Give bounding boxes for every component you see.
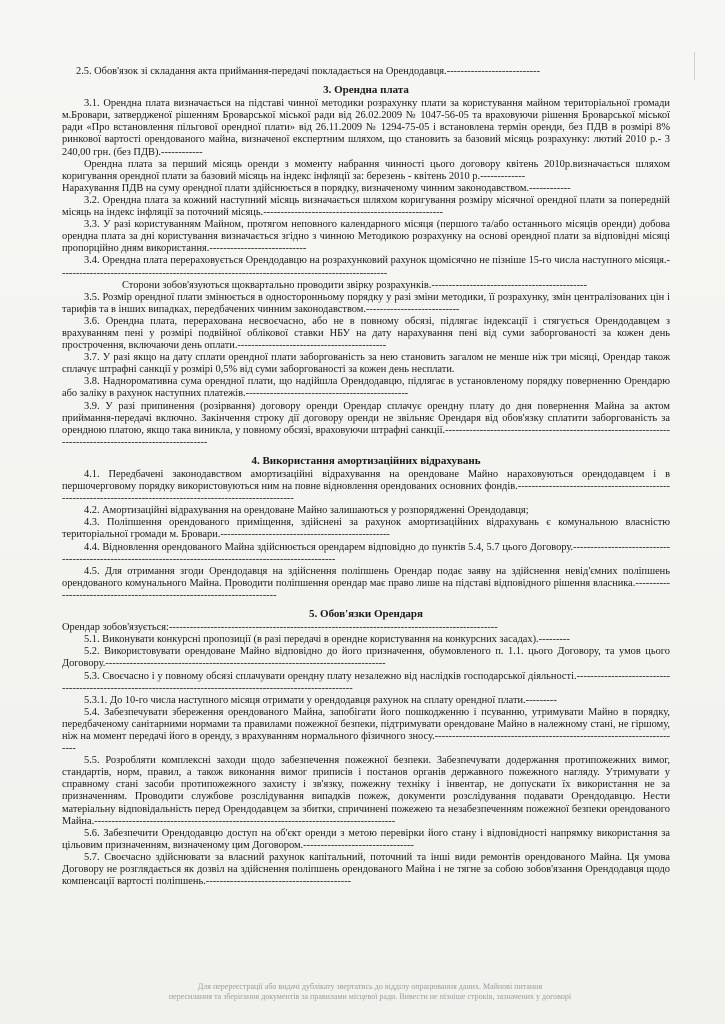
- clause-3-1-b: Орендна плата за перший місяць оренди з моменту набрання чинності цього договору квітень 2010р.визначається шляхом коригування орендної плати за базовий місяць на індекс інфляції за: березень - квітень 2010 р.-------------: [62, 158, 670, 182]
- clause-3-7: 3.7. У разі якщо на дату сплати орендної плати заборгованість за нею становить загалом не менше ніж три місяці, Орендар також сплачує штрафні санкції у розмірі 0,5% від суми заборгованості за кожен день несплати.: [62, 352, 670, 376]
- clause-3-9: 3.9. У разі припинення (розірвання) договору оренди Орендар сплачує орендну плату до дня повернення Майна за актом приймання-передачі включно. Закінчення строку дії договору оренди не звільняє Орендаря від обов'язку сплатити заборгованість за орендною платою, якщо така виникла, у повному обсязі, враховуючи штрафні санкції.-----------------------------------------------------------------------------------------------------------: [62, 400, 670, 448]
- clause-3-3: 3.3. У разі користуванням Майном, протягом неповного календарного місяця (першого та/або останнього місяців оренди) добова орендна плата за дні користування визначається згідно з чинною Методикою розрахунку на основі орендної плати за відповідні місяці пропорційно дням використання.----------------------------: [62, 219, 670, 255]
- clause-5-1: 5.1. Виконувати конкурсні пропозиції (в разі передачі в орендне користування на конкурсних засадах).---------: [84, 634, 570, 646]
- clause-4-3: 4.3. Поліпшення орендованого приміщення, здійснені за рахунок амортизаційних відрахувань є комунальною власністю територіальної громади м. Бровари.-------------------------------------------------: [62, 517, 670, 541]
- footer-line-2: пересилання та зберігання документів за правилами місцевої ради. Вивести не пізніше строків, зазначених у договорі: [168, 992, 572, 1001]
- clause-3-4: 3.4. Орендна плата перераховується Орендодавцю на розрахунковий рахунок щомісячно не пізніше 15-го числа наступного місяця.-----------------------------------------------------------------------------------------------: [62, 255, 670, 279]
- clause-3-6: 3.6. Орендна плата, перерахована несвоєчасно, або не в повному обсязі, підлягає індексації і стягується Орендодавцем з врахуванням пені у розмірі подвійної облікової ставки НБУ на дату нарахування пені від суми заборгованості за кожен день прострочення, включаючи день оплати.-------------------------------------------: [62, 315, 670, 352]
- clause-5-5: 5.5. Розробляти комплексні заходи щодо забезпечення пожежної безпеки. Забезпечувати додержання протипожежних вимог, стандартів, норм, правил, а також виконання вимог приписів і постанов органів державного пожежного нагляду. Утримувати у справному стані засоби протипожежного захисту і зв'язку, пожежну техніку і інвентар, не допускати їх використання не за призначенням. Проводити службове розслідування випадків пожеж, документи розслідування подавати Орендодавцю. Нести матеріальну відповідальність перед Орендодавцем за збитки, спричинені пожежею та незабезпеченням пожежної безпеки орендованого Майна.---------------------------------------------------------------------------------------: [62, 755, 670, 827]
- clause-5-3: 5.3. Своєчасно і у повному обсязі сплачувати орендну плату незалежно від наслідків господарської діяльності.---------------------------------------------------------------------------------------------------------------: [62, 670, 670, 694]
- clause-4-2: 4.2. Амортизаційні відрахування на орендоване Майно залишаються у розпорядженні Орендодавця;: [84, 505, 529, 517]
- clause-4-4: 4.4. Відновлення орендованого Майна здійснюється орендарем відповідно до пунктів 5.4, 5.7 цього Договору.-----------------------------------------------------------------------------------------------------------: [62, 541, 670, 565]
- clause-5-2: 5.2. Використовувати орендоване Майно відповідно до його призначення, обумовленого п. 1.1. цього Договору, та умов цього Договору.---------------------------------------------------------------------------------: [62, 646, 670, 670]
- section-5-intro: Орендар зобов'язується:-----------------------------------------------------------------------------------------------: [62, 622, 498, 634]
- clause-2-5: 2.5. Обов'язок зі складання акта приймання-передачі покладається на Орендодавця.---------------------------: [76, 66, 541, 77]
- section-5-heading: [62, 608, 670, 620]
- section-5-number: 5.: [309, 608, 318, 621]
- clause-5-7: 5.7. Своєчасно здійснювати за власний рахунок капітальний, поточний та інші види ремонтів орендованого Майна. Ця умова Договору не розглядається як дозвіл на здійснення поліпшень орендованого Майна і не тягне за собою зобов'язання Орендодавця щодо компенсації вартості поліпшень.------------------------------------------: [62, 851, 670, 888]
- clause-5-6: 5.6. Забезпечити Орендодавцю доступ на об'єкт оренди з метою перевірки його стану і відповідності напрямку використання за цільовим призначенням, визначеному цим Договором.--------------------------------: [62, 827, 670, 851]
- document-body: [62, 66, 670, 888]
- clause-4-5: 4.5. Для отримання згоди Орендодавця на здійснення поліпшень Орендар подає заяву на здійснення невід'ємних поліпшень орендованого комунального Майна. Проводити поліпшення орендар має право лише на підставі відповідного рішення власника.------------------------------------------------------------------------: [62, 565, 670, 601]
- clause-3-5: 3.5. Розмір орендної плати змінюється в односторонньому порядку у разі зміни методики, її розрахунку, змін централізованих цін і тарифів та в інших випадках, передбачених чинним законодавством.---------------------------: [62, 291, 670, 315]
- clause-4-1: 4.1. Передбачені законодавством амортизаційні відрахування на орендоване Майно нараховуються орендодавцем і в першочерговому порядку використовуються ним на повне відновлення орендованих основних фондів.---------------------------------------------------------------------------------------------------------------: [62, 469, 670, 505]
- section-4-title: Використання амортизаційних відрахувань: [262, 454, 481, 467]
- clause-3-8: 3.8. Надноромативна сума орендної плати, що надійшла Орендодавцю, підлягає в установленому порядку поверненню Орендарю або заліку в рахунок наступних платежів.-----------------------------------------------: [62, 376, 670, 400]
- clause-5-3-1: 5.3.1. До 10-го числа наступного місяця отримати у орендодавця рахунок на сплату орендної плати.---------: [84, 694, 557, 706]
- section-4-heading: [62, 455, 670, 467]
- section-5-title: Обов'язки Орендаря: [320, 608, 423, 621]
- section-4-number: 4.: [251, 454, 260, 467]
- footer-line-1: Для перереєстрації або видачі дублікату звертатись до відділу опрацювання даних. Майнові питання: [197, 982, 543, 991]
- clause-3-1: 3.1. Орендна плата визначається на підставі чинної методики розрахунку плати за користування майном територіальної громади м.Бровари, затвердженої рішенням Броварської міської ради від 26.02.2009 № 1047-56-05 та враховуючи рішення Броварської міської ради «Про встановлення пільгової орендної плати» від 26.11.2009 № 1294-75-05 і встановлена термін оренди, без ПДВ в розмірі 8% ринкової вартості орендованого майна, визначеної експертним шляхом, що становить за базовий місяць розрахунку: лютий 2010 р.- 3 240,00 грн. (без ПДВ).------------: [62, 98, 670, 158]
- clause-3-1-c: Нарахування ПДВ на суму орендної плати здійснюється в порядку, визначеному чинним законодавством.------------: [62, 182, 571, 194]
- clause-3-2: 3.2. Орендна плата за кожний наступний місяць визначається шляхом коригування розміру місячної орендної плати за попередній місяць на індекс інфляції за поточний місяць.----------------------------------------------------: [62, 194, 670, 219]
- faded-footer-note: [110, 982, 630, 1002]
- scan-edge-mark: [694, 52, 715, 80]
- clause-5-4: 5.4. Забезпечувати збереження орендованого Майна, запобігати його пошкодженню і псуванню, утримувати Майно в порядку, передбаченому санітарними нормами та правилами пожежної безпеки, підтримувати орендоване Майно в належному стані, не гіршому, ніж на момент передачі його в оренду, з врахуванням нормального фізичного зносу.------------------------------------------------------------------------: [62, 706, 670, 755]
- section-3-heading: [62, 84, 670, 96]
- section-3-title: Орендна плата: [334, 84, 409, 97]
- clause-3-4-b: Сторони зобов'язуються щоквартально проводити звірку розрахунків.---------------------------------------------: [122, 279, 588, 291]
- section-3-number: 3.: [323, 84, 332, 97]
